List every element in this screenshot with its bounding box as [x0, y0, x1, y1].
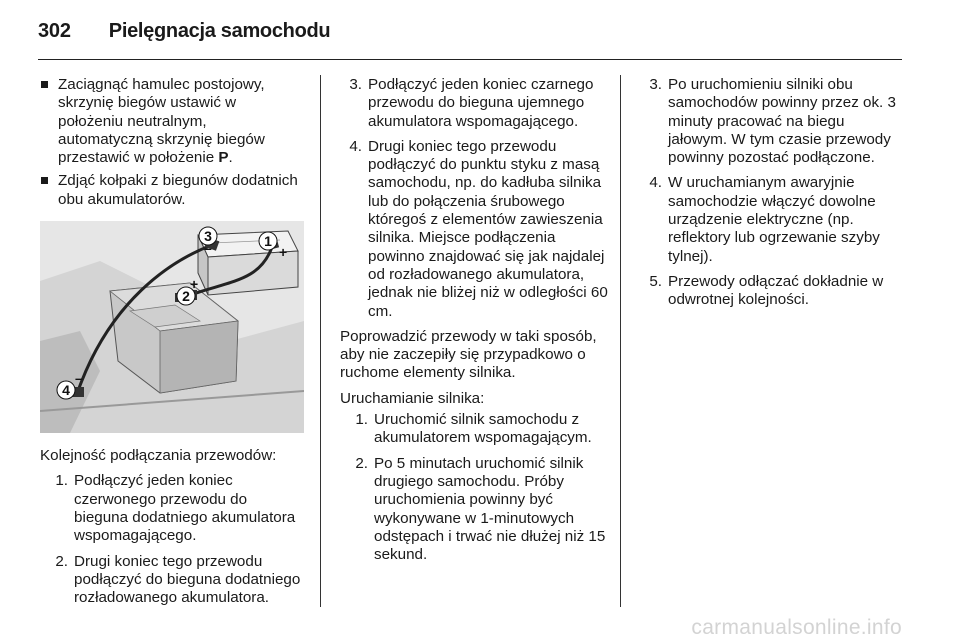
cable-routing-paragraph: Poprowadzić przewody w taki sposób, aby nie zaczepiły się przypadkowo o ruchome elementy silnika. — [340, 327, 597, 382]
step-text: Po uruchomieniu silniki obu samochodów powinny przez ok. 3 minuty pracować na biegu jałowym. W tym czasie przewody powinny pozostać podłączone. — [668, 76, 896, 167]
list-item — [346, 455, 608, 565]
list-item — [340, 138, 608, 321]
connection-steps — [40, 472, 304, 607]
list-item — [640, 76, 902, 167]
column-2 — [340, 76, 608, 571]
step-number: 4. — [349, 137, 362, 155]
step-text: Drugi koniec tego przewodu podłączyć do bieguna dodatniego rozładowanego akumulatora. — [74, 552, 301, 607]
column-3 — [640, 76, 902, 317]
bullet-item — [40, 172, 304, 209]
bullet-tail: . — [228, 149, 233, 167]
plus-sign-1: + — [279, 244, 288, 261]
step-text: Podłączyć jeden koniec czerwonego przewodu do bieguna dodatniego akumulatora wspomagającego. — [74, 472, 296, 545]
step-text: Po 5 minutach uruchomić silnik drugiego samochodu. Próby uruchomienia powinny być wykonywane w 1-minutowych odstępach i trwać nie dłużej niż 15 sekund. — [374, 454, 606, 564]
step-number: 1. — [355, 411, 368, 429]
list-item — [46, 553, 304, 608]
bullet-text: Zdjąć kołpaki z biegunów dodatnich obu akumulatorów. — [58, 172, 298, 208]
watermark: carmanualsonline.info — [691, 616, 902, 639]
step-number: 2. — [55, 552, 68, 570]
plus-sign-2: + — [190, 276, 199, 293]
column-1 — [40, 76, 304, 614]
callout-2: 2 — [182, 288, 190, 305]
step-number: 2. — [355, 454, 368, 472]
step-text: W uruchamianym awaryjnie samochodzie włączyć dowolne urządzenie elektryczne (np. reflektory lub ogrzewanie szyby tylnej). — [668, 174, 880, 265]
page-number: 302 — [38, 19, 71, 42]
minus-sign-4: – — [75, 370, 83, 387]
jump-start-illustration — [40, 221, 304, 433]
step-text: Drugi koniec tego przewodu podłączyć do punktu styku z masą samochodu, np. do kadłuba silnika lub do połączenia śrubowego któregoś z elementów zawieszenia silnika. Miejsce podłączenia powinno znajdować się jak najdalej od rozładowanego akumulatora, jednak nie bliżej niż w odległości 60 cm. — [368, 137, 608, 320]
column-divider-2 — [620, 75, 621, 607]
step-text: Uruchomić silnik samochodu z akumulatorem wspomagającym. — [374, 411, 592, 447]
bullet-item — [40, 76, 304, 167]
page-title: Pielęgnacja samochodu — [108, 19, 331, 42]
step-number: 4. — [649, 174, 662, 192]
square-bullet-icon — [41, 177, 48, 184]
sequence-heading: Kolejność podłączania przewodów: — [40, 447, 277, 465]
callout-1: 1 — [264, 233, 272, 250]
callout-3: 3 — [204, 228, 212, 245]
gear-position-p: P — [218, 149, 229, 167]
start-heading: Uruchamianie silnika: — [340, 389, 485, 407]
list-item — [346, 411, 608, 448]
step-text: Podłączyć jeden koniec czarnego przewodu do bieguna ujemnego akumulatora wspomagającego. — [368, 76, 594, 130]
list-item — [46, 472, 304, 545]
start-steps — [340, 411, 608, 564]
step-number: 1. — [55, 472, 68, 490]
step-number: 3. — [349, 76, 362, 93]
header-divider — [38, 59, 902, 60]
list-item — [640, 174, 902, 265]
list-item — [640, 273, 902, 310]
step-number: 5. — [649, 272, 662, 290]
step-number: 3. — [649, 76, 662, 93]
column-divider-1 — [320, 75, 321, 607]
page-header — [38, 14, 330, 48]
minus-sign-3: – — [204, 240, 212, 257]
step-text: Przewody odłączać dokładnie w odwrotnej kolejności. — [668, 272, 884, 309]
callout-4: 4 — [62, 382, 70, 399]
list-item — [340, 76, 608, 131]
bullet-text: Zaciągnąć hamulec postojowy, skrzynię biegów ustawić w położeniu neutralnym, automatyczną skrzynię biegów przestawić w położenie — [58, 76, 265, 167]
square-bullet-icon — [41, 81, 48, 88]
